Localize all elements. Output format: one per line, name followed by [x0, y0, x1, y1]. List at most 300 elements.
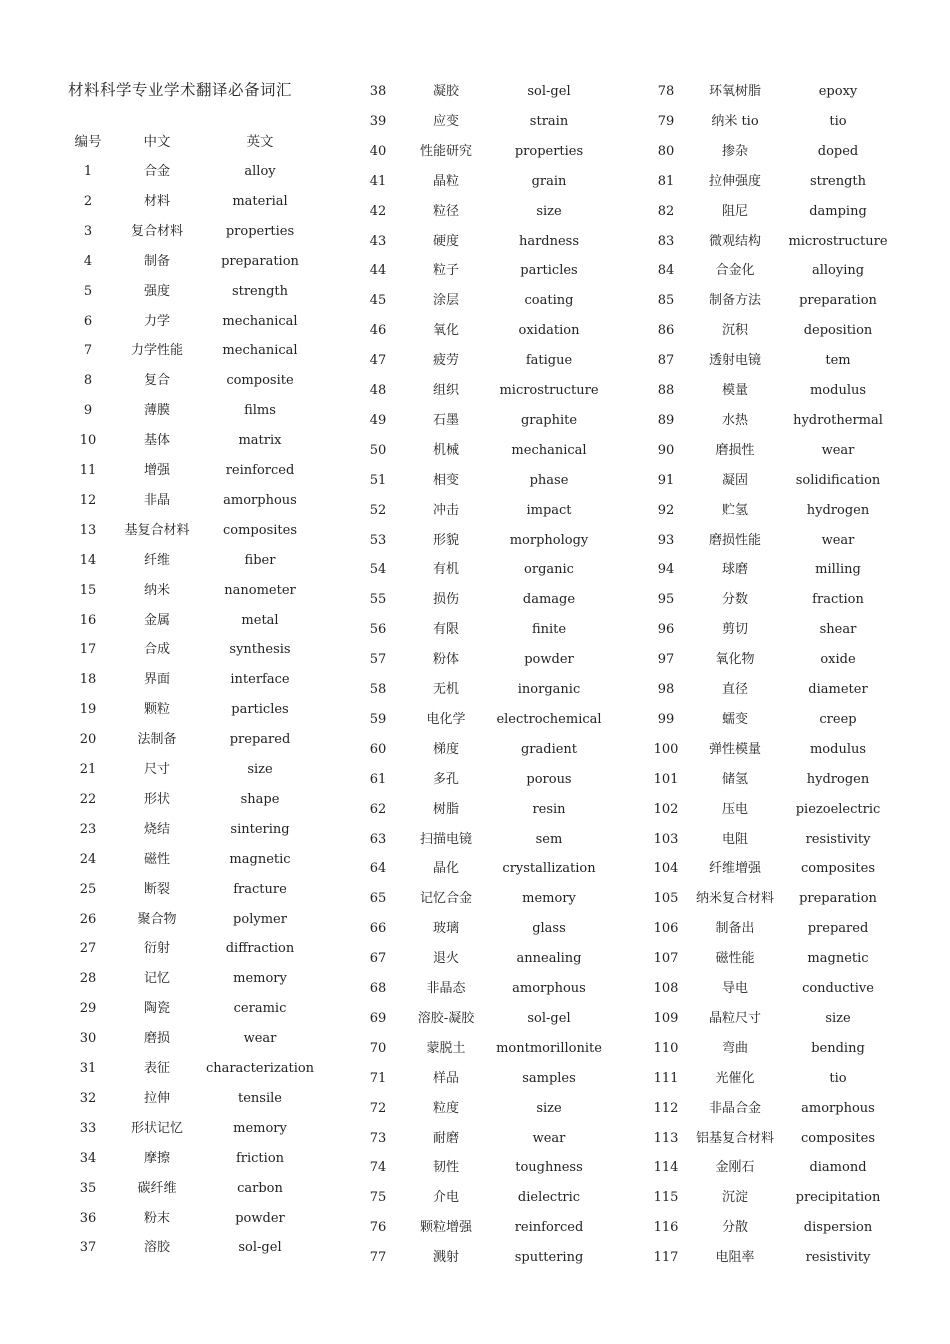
cell-english: mechanical	[511, 442, 587, 458]
cell-number: 56	[369, 622, 387, 638]
cell-number: 73	[369, 1130, 387, 1146]
cell-chinese: 溶胶	[143, 1240, 170, 1256]
cell-english: friction	[235, 1150, 285, 1166]
cell-chinese: 导电	[721, 981, 748, 996]
cell-chinese: 溅射	[432, 1250, 459, 1266]
cell-chinese: 合成	[143, 642, 170, 658]
cell-english: microstructure	[788, 233, 888, 249]
cell-english: tem	[825, 353, 851, 369]
cell-english: dispersion	[803, 1220, 873, 1236]
cell-english: precipitation	[795, 1190, 881, 1206]
cell-chinese: 机械	[432, 442, 459, 458]
cell-chinese: 力学	[143, 313, 170, 329]
cell-english: characterization	[205, 1061, 315, 1076]
cell-english: prepared	[229, 732, 291, 748]
cell-number: 27	[79, 941, 97, 957]
cell-english: properties	[225, 223, 295, 239]
cell-english: sintering	[230, 821, 290, 837]
cell-number: 67	[369, 951, 387, 967]
cell-english: epoxy	[818, 84, 858, 99]
cell-english: matrix	[238, 433, 282, 449]
cell-english: size	[247, 762, 273, 777]
cell-english: amorphous	[223, 492, 297, 508]
cell-number: 8	[83, 373, 93, 389]
cell-chinese: 储氢	[721, 771, 748, 787]
cell-english: synthesis	[229, 642, 291, 658]
cell-number: 46	[369, 323, 387, 339]
cell-chinese: 衍射	[143, 941, 170, 957]
cell-english: wear	[821, 532, 855, 548]
cell-number: 10	[79, 433, 97, 449]
cell-chinese: 硬度	[432, 233, 459, 249]
cell-chinese: 蒙脱土	[426, 1040, 466, 1056]
cell-number: 11	[79, 463, 97, 478]
cell-chinese: 聚合物	[137, 911, 177, 927]
cell-english: magnetic	[807, 951, 869, 967]
cell-english: damping	[809, 203, 867, 219]
cell-english: fracture	[233, 881, 287, 897]
cell-chinese: 玻璃	[432, 921, 459, 937]
cell-chinese: 疲劳	[432, 353, 459, 369]
cell-english: magnetic	[229, 851, 291, 867]
cell-chinese: 纤维增强	[708, 861, 761, 877]
cell-chinese: 磁性	[143, 851, 170, 867]
cell-number: 38	[369, 84, 387, 99]
cell-chinese: 晶粒尺寸	[708, 1010, 761, 1026]
cell-chinese: 形貌	[432, 532, 459, 548]
cell-english: particles	[231, 702, 289, 718]
cell-chinese: 颗粒增强	[419, 1220, 472, 1236]
cell-english: material	[232, 193, 288, 209]
header-number: 编号	[74, 134, 102, 150]
cell-chinese: 透射电镜	[708, 353, 761, 369]
cell-number: 22	[79, 791, 97, 807]
cell-english: reinforced	[514, 1220, 584, 1236]
cell-number: 78	[657, 84, 675, 99]
cell-chinese: 粒子	[432, 263, 459, 279]
cell-chinese: 氧化	[432, 323, 459, 339]
cell-english: reinforced	[225, 463, 295, 478]
cell-number: 70	[369, 1040, 387, 1056]
cell-chinese: 有机	[432, 562, 459, 578]
cell-chinese: 粉体	[432, 652, 459, 668]
cell-number: 107	[653, 951, 679, 967]
cell-english: creep	[819, 711, 857, 727]
cell-chinese: 弹性模量	[708, 741, 761, 757]
cell-number: 29	[79, 1001, 97, 1017]
cell-chinese: 石墨	[432, 412, 459, 428]
cell-chinese: 退火	[432, 951, 459, 967]
cell-number: 28	[79, 971, 97, 987]
cell-chinese: 法制备	[137, 732, 177, 748]
cell-english: properties	[514, 143, 584, 159]
cell-chinese: 尺寸	[143, 762, 170, 777]
cell-english: diameter	[808, 682, 868, 697]
cell-english: amorphous	[801, 1100, 875, 1116]
cell-english: impact	[526, 502, 572, 518]
cell-chinese: 组织	[432, 383, 459, 398]
cell-english: carbon	[237, 1180, 283, 1196]
cell-number: 85	[657, 293, 675, 309]
cell-chinese: 磨损性能	[708, 532, 761, 548]
cell-chinese: 有限	[432, 622, 459, 638]
cell-chinese: 力学性能	[130, 343, 183, 359]
cell-chinese: 金属	[143, 612, 170, 628]
cell-number: 40	[369, 143, 387, 159]
cell-chinese: 碳纤维	[137, 1180, 177, 1196]
cell-chinese: 基体	[143, 433, 170, 449]
cell-number: 86	[657, 323, 675, 339]
cell-english: sem	[535, 831, 563, 847]
cell-number: 39	[369, 113, 387, 129]
cell-number: 103	[653, 831, 679, 847]
cell-english: resistivity	[805, 831, 871, 847]
cell-chinese: 梯度	[432, 741, 459, 757]
cell-chinese: 纳米复合材料	[695, 891, 774, 907]
cell-number: 87	[657, 353, 675, 369]
cell-number: 18	[79, 672, 97, 688]
cell-english: metal	[241, 612, 279, 628]
cell-chinese: 弯曲	[721, 1040, 748, 1056]
cell-chinese: 合金化	[715, 263, 755, 279]
cell-chinese: 非晶态	[426, 981, 466, 996]
cell-number: 2	[83, 193, 93, 209]
cell-number: 91	[657, 472, 675, 488]
cell-chinese: 纳米 tio	[711, 113, 759, 129]
cell-chinese: 金刚石	[715, 1160, 755, 1176]
cell-english: porous	[526, 771, 572, 787]
cell-chinese: 扫描电镜	[419, 831, 472, 847]
cell-english: wear	[532, 1130, 566, 1146]
cell-english: grain	[531, 173, 567, 189]
cell-number: 57	[369, 652, 387, 668]
cell-number: 96	[657, 622, 675, 638]
cell-english: resin	[532, 801, 566, 817]
cell-number: 19	[79, 702, 97, 718]
cell-number: 68	[369, 981, 387, 996]
cell-english: memory	[522, 891, 576, 907]
cell-number: 63	[369, 831, 387, 847]
cell-english: strain	[529, 113, 569, 129]
cell-number: 54	[369, 562, 387, 578]
cell-chinese: 损伤	[432, 592, 459, 608]
cell-number: 75	[369, 1190, 387, 1206]
cell-english: composite	[226, 373, 294, 389]
cell-chinese: 凝固	[721, 472, 748, 488]
cell-number: 102	[653, 801, 679, 817]
cell-chinese: 样品	[432, 1070, 459, 1086]
cell-chinese: 电阻	[721, 831, 748, 847]
cell-number: 25	[79, 881, 97, 897]
cell-english: doped	[817, 143, 859, 159]
cell-chinese: 材料	[143, 193, 170, 209]
cell-number: 30	[79, 1031, 97, 1047]
cell-number: 76	[369, 1220, 387, 1236]
cell-number: 35	[79, 1180, 97, 1196]
cell-english: sputtering	[514, 1250, 584, 1266]
cell-chinese: 增强	[143, 463, 170, 478]
cell-chinese: 记忆合金	[419, 891, 472, 907]
cell-chinese: 凝胶	[432, 84, 459, 99]
cell-chinese: 电化学	[426, 711, 466, 727]
cell-english: morphology	[509, 532, 589, 548]
cell-chinese: 拉伸强度	[708, 173, 761, 189]
cell-number: 17	[79, 642, 97, 658]
cell-chinese: 记忆	[143, 971, 170, 987]
cell-english: mechanical	[222, 313, 298, 329]
cell-number: 98	[657, 682, 675, 697]
cell-chinese: 形状	[143, 791, 170, 807]
header-chinese: 中文	[143, 134, 171, 150]
cell-english: fraction	[812, 592, 864, 608]
cell-number: 93	[657, 532, 675, 548]
cell-number: 95	[657, 592, 675, 608]
cell-number: 90	[657, 442, 675, 458]
cell-english: microstructure	[499, 383, 599, 398]
cell-number: 23	[79, 821, 97, 837]
cell-chinese: 复合	[143, 373, 170, 389]
cell-english: sol-gel	[238, 1240, 282, 1256]
cell-number: 79	[657, 113, 675, 129]
cell-english: samples	[522, 1070, 576, 1086]
cell-number: 99	[657, 711, 675, 727]
cell-chinese: 电阻率	[715, 1250, 755, 1266]
cell-number: 111	[653, 1070, 679, 1086]
cell-chinese: 多孔	[432, 771, 459, 787]
cell-chinese: 阻尼	[721, 203, 748, 219]
cell-number: 115	[653, 1190, 679, 1206]
cell-chinese: 性能研究	[419, 143, 472, 159]
cell-chinese: 摩擦	[143, 1150, 170, 1166]
cell-chinese: 制备	[143, 253, 170, 269]
cell-number: 108	[653, 981, 679, 996]
cell-english: diffraction	[225, 941, 295, 957]
cell-chinese: 压电	[721, 801, 748, 817]
cell-chinese: 球磨	[721, 562, 748, 578]
cell-english: finite	[531, 622, 567, 638]
cell-number: 69	[369, 1010, 387, 1026]
cell-english: piezoelectric	[795, 801, 881, 817]
cell-chinese: 纳米	[143, 582, 170, 598]
cell-number: 34	[79, 1150, 97, 1166]
cell-english: graphite	[520, 412, 578, 428]
page-title: 材料科学专业学术翻译必备词汇	[68, 81, 293, 99]
cell-chinese: 环氧树脂	[708, 84, 761, 99]
cell-number: 14	[79, 552, 97, 568]
cell-chinese: 韧性	[432, 1160, 459, 1176]
cell-english: nanometer	[224, 582, 296, 598]
cell-english: alloy	[244, 164, 276, 179]
cell-english: prepared	[807, 921, 869, 937]
cell-chinese: 晶粒	[432, 173, 459, 189]
cell-number: 36	[79, 1210, 97, 1226]
cell-chinese: 介电	[432, 1190, 459, 1206]
cell-number: 13	[79, 522, 97, 538]
cell-english: size	[825, 1010, 851, 1026]
cell-number: 97	[657, 652, 675, 668]
cell-chinese: 模量	[721, 383, 748, 398]
cell-number: 20	[79, 732, 97, 748]
cell-english: milling	[815, 562, 861, 578]
cell-chinese: 烧结	[143, 821, 170, 837]
cell-number: 55	[369, 592, 387, 608]
cell-chinese: 颗粒	[143, 702, 170, 718]
cell-chinese: 制备出	[715, 921, 755, 937]
cell-english: resistivity	[805, 1250, 871, 1266]
cell-english: hydrogen	[806, 771, 870, 787]
cell-number: 72	[369, 1100, 387, 1116]
cell-number: 88	[657, 383, 675, 398]
cell-chinese: 非晶合金	[708, 1100, 761, 1116]
cell-number: 89	[657, 412, 675, 428]
cell-chinese: 强度	[143, 283, 170, 299]
cell-number: 77	[369, 1250, 387, 1266]
cell-number: 83	[657, 233, 675, 249]
cell-number: 52	[369, 502, 387, 518]
cell-number: 114	[653, 1160, 679, 1176]
cell-number: 26	[79, 911, 97, 927]
cell-english: preparation	[799, 293, 877, 309]
cell-english: phase	[529, 472, 569, 488]
cell-number: 100	[653, 741, 679, 757]
cell-english: hydrothermal	[793, 412, 883, 428]
cell-number: 64	[369, 861, 387, 877]
cell-chinese: 非晶	[143, 492, 170, 508]
cell-english: size	[536, 203, 562, 219]
cell-english: preparation	[799, 891, 877, 907]
cell-english: preparation	[221, 253, 299, 269]
cell-chinese: 光催化	[715, 1070, 755, 1086]
cell-chinese: 复合材料	[130, 223, 183, 239]
cell-chinese: 合金	[143, 164, 170, 179]
cell-number: 44	[369, 263, 387, 279]
cell-english: damage	[522, 592, 576, 608]
cell-number: 9	[83, 403, 93, 419]
cell-number: 109	[653, 1010, 679, 1026]
cell-english: alloying	[811, 263, 865, 279]
cell-english: electrochemical	[496, 711, 602, 727]
cell-english: hydrogen	[806, 502, 870, 518]
cell-chinese: 贮氢	[721, 502, 748, 518]
cell-number: 45	[369, 293, 387, 309]
cell-number: 101	[653, 771, 679, 787]
cell-number: 3	[83, 223, 93, 239]
cell-chinese: 相变	[432, 472, 459, 488]
cell-chinese: 制备方法	[708, 293, 761, 309]
cell-english: tio	[829, 1070, 847, 1086]
cell-number: 66	[369, 921, 387, 937]
cell-chinese: 断裂	[143, 881, 170, 897]
cell-english: annealing	[516, 951, 582, 967]
cell-chinese: 无机	[432, 682, 459, 697]
cell-english: size	[536, 1100, 562, 1116]
cell-english: mechanical	[222, 343, 298, 359]
cell-english: fatigue	[525, 353, 573, 369]
cell-chinese: 薄膜	[143, 403, 170, 419]
cell-number: 62	[369, 801, 387, 817]
cell-english: strength	[809, 173, 867, 189]
cell-english: amorphous	[512, 981, 586, 996]
cell-chinese: 铝基复合材料	[695, 1130, 774, 1146]
cell-english: tensile	[238, 1090, 282, 1106]
cell-chinese: 表征	[143, 1061, 170, 1076]
cell-chinese: 掺杂	[721, 143, 748, 159]
cell-number: 80	[657, 143, 675, 159]
cell-english: modulus	[809, 741, 867, 757]
cell-number: 61	[369, 771, 387, 787]
cell-chinese: 耐磨	[432, 1130, 459, 1146]
cell-english: memory	[233, 1120, 287, 1136]
cell-english: montmorillonite	[496, 1040, 602, 1056]
cell-chinese: 纤维	[143, 552, 170, 568]
cell-chinese: 沉淀	[721, 1190, 748, 1206]
cell-number: 31	[79, 1061, 97, 1076]
cell-english: organic	[524, 562, 574, 578]
cell-chinese: 磨损	[143, 1031, 170, 1047]
cell-english: oxidation	[518, 323, 580, 339]
cell-number: 47	[369, 353, 387, 369]
cell-english: oxide	[820, 652, 856, 668]
cell-number: 53	[369, 532, 387, 548]
cell-english: composites	[800, 1130, 875, 1146]
cell-english: shape	[240, 791, 280, 807]
header-english: 英文	[246, 134, 274, 150]
cell-number: 59	[369, 711, 387, 727]
cell-chinese: 磁性能	[715, 951, 755, 967]
cell-english: memory	[233, 971, 287, 987]
cell-english: tio	[829, 113, 847, 129]
cell-english: ceramic	[233, 1001, 287, 1017]
cell-english: coating	[524, 293, 574, 309]
cell-number: 65	[369, 891, 387, 907]
cell-english: toughness	[515, 1160, 583, 1176]
cell-chinese: 剪切	[721, 622, 748, 638]
cell-chinese: 蠕变	[721, 711, 748, 727]
cell-chinese: 冲击	[432, 502, 459, 518]
cell-english: composites	[800, 861, 875, 877]
cell-number: 41	[369, 173, 387, 189]
cell-chinese: 形状记忆	[130, 1120, 183, 1136]
cell-chinese: 沉积	[721, 323, 748, 339]
cell-chinese: 应变	[432, 113, 459, 129]
cell-number: 21	[79, 762, 97, 777]
cell-number: 15	[79, 582, 97, 598]
cell-number: 32	[79, 1090, 97, 1106]
cell-number: 113	[653, 1130, 679, 1146]
cell-number: 12	[79, 492, 97, 508]
cell-number: 50	[369, 442, 387, 458]
cell-english: hardness	[518, 233, 580, 249]
cell-number: 81	[657, 173, 675, 189]
cell-number: 104	[653, 861, 679, 877]
cell-chinese: 陶瓷	[143, 1001, 170, 1017]
cell-number: 117	[653, 1250, 679, 1266]
cell-chinese: 界面	[143, 672, 170, 688]
cell-english: particles	[520, 263, 578, 279]
cell-chinese: 直径	[721, 682, 748, 697]
cell-number: 92	[657, 502, 675, 518]
cell-number: 84	[657, 263, 675, 279]
cell-english: sol-gel	[527, 84, 571, 99]
cell-number: 94	[657, 562, 675, 578]
cell-number: 112	[653, 1100, 679, 1116]
cell-number: 33	[79, 1120, 97, 1136]
cell-number: 74	[369, 1160, 387, 1176]
cell-english: conductive	[802, 981, 874, 996]
cell-english: glass	[532, 921, 566, 937]
cell-number: 37	[79, 1240, 97, 1256]
cell-number: 24	[79, 851, 97, 867]
